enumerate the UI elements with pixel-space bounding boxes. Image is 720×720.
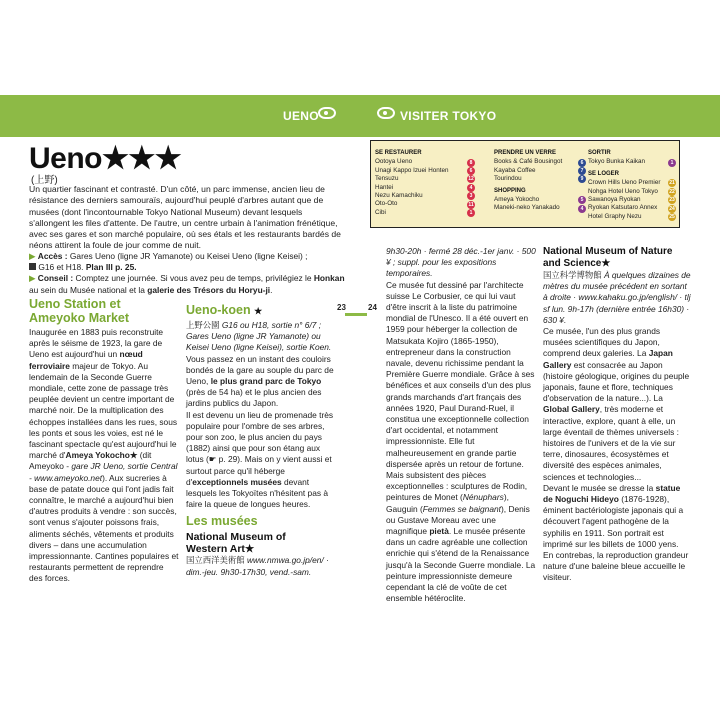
page-title: Ueno★★★: [29, 142, 182, 175]
box-item-name: Ameya Yokocho: [494, 196, 540, 204]
box-list-item: [494, 158, 586, 166]
col4-text: 国立科学博物館 À quelques dizaines de mètres du musée précédent en sortant à droite · www.kahaku.go.jp/english/ · tlj sf lun. 9h-17h (dernière entrée 16h30) · 630 ¥. Ce musée, l'un des plus grands musées scientifiques du Japon, comprend deux galeries. La Japan Gallery est consacrée au Japon (histoire géologique, origines du peuple japonais, faune et flore, techniques d'observation de la nature...). La Global Gallery, très moderne et interactive, explore, quant à elle, un large éventail de thèmes universels : histoires de l'univers et de la vie sur terre, dinosaures, écosystèmes et diversité des espèces animales, sciences et technologies... Devant le musée se dresse la statue de Noguchi Hideyo (1876-1928), éminent bactériologiste japonais qui a découvert l'agent pathogène de la syphilis en 1911. Son portrait est imprimé sur les billets de 1000 yens. En contrebas, la reproduction grandeur nature d'une baleine bleue accueille le visiteur.: [543, 270, 691, 583]
col2-heading: Ueno-koen ★: [186, 303, 263, 317]
map-marker-number: 12: [468, 176, 474, 183]
page-number-left: 23: [337, 303, 346, 312]
box-list-item: [588, 158, 676, 166]
box-list-item: [375, 175, 475, 183]
box-item-name: Nohga Hotel Ueno Tokyo: [588, 187, 658, 195]
museums-heading: Les musées: [186, 514, 258, 529]
box-item-name: Crown Hills Ueno Premier: [588, 179, 661, 187]
eye-icon: [318, 107, 336, 119]
box-list-item: [588, 204, 676, 212]
map-marker-number: 4: [578, 205, 586, 213]
title-kanji: (上野): [31, 175, 58, 186]
box-item-name: Unagi Kappo Izuei Honten: [375, 166, 449, 174]
col3: 9h30-20h · fermé 28 déc.-1er janv. · 500 ¥ ; suppl. pour les expositions temporaires. Ce musée fut dessiné par l'architecte suisse Le Corbusier, ce qui lui vaut d'être inscrit à la liste du patrimoine mondial de l'Unesco. Il a été ouvert en 1959 pour héberger la collection de Matsukata Kojiro (1865-1950), entrepreneur dans la construction navale, devenu richissime pendant la Première Guerre mondiale. Grâce à ses bénéfices et aux conseils d'un des plus grands marchands d'art français des années 1920, Paul Durand-Ruel, il constitua une exceptionnelle collection d'art occidental, et notamment impressionniste. Elle fut malheureusement en grande partie dispersée après un retour de fortune. Mais subsistent des pièces exceptionnelles : sculptures de Rodin, peintures de Monet (Nénuphars), Gauguin (Femmes se baignant), Denis ou Gustave Moreau avec une magnifique pietà. Le musée présente dans un cadre agréable une collection enrichie qui s'étend de la Renaissance jusqu'à la Seconde Guerre mondiale. La peinture impressionniste demeure cependant la clé de voûte de cet ensemble hétéroclite.: [386, 246, 536, 604]
map-marker-number: 6: [467, 167, 475, 175]
museum-info: 国立西洋美術館 www.nmwa.go.jp/en/ · dim.-jeu. 9h30-17h30, vend.-sam.: [186, 555, 329, 577]
box-item-name: Ryokan Katsutaro Annex: [588, 204, 658, 212]
box-list-item: [588, 213, 676, 221]
book-label: VISITER TOKYO: [400, 109, 497, 123]
header-band: [0, 95, 720, 137]
col2: [186, 303, 336, 578]
box-list-item: [375, 167, 475, 175]
page-divider: [345, 313, 367, 316]
box-item-name: Oto-Oto: [375, 200, 398, 208]
map-marker-number: 4: [467, 184, 475, 192]
col1-text: Inaugurée en 1883 puis reconstruite après le séisme de 1923, la gare de Ueno est aujourd'hui un nœud ferroviaire majeur de Tokyo. Au lendemain de la Seconde Guerre mondiale, cette zone de passage très peuplée devient un centre important de marché noir. De la multiplication des échoppes installées dans les rues, sous les ponts et sous les voies, est né le fascinant spectacle qu'est aujourd'hui le marché d'Ameya Yokocho★ (dit Ameyoko - gare JR Ueno, sortie Central - www.ameyoko.net). Aux sucreries à base de patate douce qui l'ont jadis fait connaître, le marché a aujourd'hui bien d'autres produits à vendre : son succès, sont venus s'ajouter poissons frais, aliments séchés, vêtements et produits divers – dans une accumulation impressionnante. Cantines populaires et restaurants permettent de reprendre des forces.: [29, 327, 179, 584]
map-marker-number: 6: [578, 159, 586, 167]
box-col-restaurants: SE RESTAURER Ootoya Ueno 8 Unagi Kappo Izuei Honten 6 Tensuzu 12 Hantei 4 Nezu Kamachiku 3 Oto-Oto 11 Cibi 1: [375, 150, 474, 217]
box-item-name: Tokyo Bunka Kaikan: [588, 158, 646, 166]
map-marker-number: 25: [669, 214, 675, 221]
box-item-name: Hotel Graphy Nezu: [588, 212, 642, 220]
map-marker-number: 5: [578, 196, 586, 204]
box-item-name: Ootoya Ueno: [375, 158, 413, 166]
box-item-name: Sawanoya Ryokan: [588, 196, 641, 204]
map-marker-number: 3: [467, 192, 475, 200]
map-marker-number: 21: [669, 180, 675, 187]
map-marker-number: 23: [669, 197, 675, 204]
box-item-name: Hantei: [375, 183, 394, 191]
box-col-drinks: PRENDRE UN VERRE Books & Café Bousingot 6 Kayaba Coffee 7 Tourindou 9 SHOPPING Ameya Yokocho 5 Maneki-neko Yanakado 4: [494, 149, 586, 213]
map-marker-number: 9: [578, 175, 586, 183]
map-marker-number: 8: [467, 159, 475, 167]
access-info: ▶ Accès : Gares Ueno (ligne JR Yamanote) ou Keisei Ueno (ligne Keisei) ; G16 et H18. Plan III p. 25. ▶ Conseil : Comptez une journée. Si vous avez peu de temps, privilégiez le Honkan au sein du Musée national et la galerie des Trésors du Horyu-ji.: [29, 251, 345, 295]
box-list-item: [588, 188, 676, 196]
col1: [29, 297, 179, 585]
map-marker-number: 24: [669, 205, 675, 212]
box-item-name: Maneki-neko Yanakado: [494, 204, 560, 212]
box-list-item: [375, 158, 475, 166]
map-marker-number: 1: [467, 209, 475, 217]
col4-heading: National Museum of Nature and Science★: [543, 246, 673, 269]
box-col-sortir: SORTIR Tokyo Bunka Kaikan 1 SE LOGER Crown Hills Ueno Premier 21 Nohga Hotel Ueno Tokyo 22 Sawanoya Ryokan 23 Ryokan Katsutaro Annex 24 Hotel Graphy Nezu 25: [588, 150, 675, 221]
box-list-item: [494, 175, 586, 183]
box-list-item: [588, 196, 676, 204]
map-marker-number: 22: [669, 188, 675, 195]
map-marker-number: 11: [468, 201, 474, 208]
box-list-item: [375, 200, 475, 208]
box-item-name: Nezu Kamachiku: [375, 192, 423, 200]
box-item-name: Tourindou: [494, 175, 522, 183]
page-number-right: 24: [368, 303, 377, 312]
address-box: [370, 140, 680, 228]
box-list-item: [375, 209, 475, 217]
map-marker-number: 1: [668, 159, 676, 167]
box-item-name: Cibi: [375, 208, 386, 216]
eye-icon: [377, 107, 395, 119]
col2-text: 上野公園 G16 ou H18, sortie n° 6/7 ; Gares Ueno (ligne JR Yamanote) ou Keisei Ueno (ligne Keisei), sortie Koen. Vous passez en un instant des couloirs bondés de la gare au souple du parc de Ueno, le plus grand parc de Tokyo (près de 54 ha) et le plus ancien des jardins publics du Japon. Il est devenu un lieu de promenade très populaire pour l'ombre de ses arbres, pour son zoo, le plus ancien du pays (1882) ainsi que pour son étang aux lotus (☛ p. 29). Mais on y vient aussi et surtout parce qu'il héberge d'exceptionnels musées devant lesquels les Tokyoïtes n'hésitent pas à faire la queue de longues heures.: [186, 320, 334, 510]
museum-title: National Museum of Western Art★: [186, 531, 286, 556]
box-list-item: [588, 179, 676, 187]
box-list-item: [494, 167, 586, 175]
box-list-item: [375, 192, 475, 200]
box-item-name: Kayaba Coffee: [494, 166, 536, 174]
intro-paragraph: Un quartier fascinant et contrasté. D'un côté, un parc immense, ancien lieu de résistance des derniers samouraïs, aujourd'hui peuplé d'arbres autant que de musées (dont l'incontournable Tokyo National Museum) devant lesquels s'allongent les files d'attente. De l'autre, un centre urbain à l'animation frénétique, avec ses gares et son marché populaire, où ses étals et les restaurants bardés de néons attirent la foule de jour comme de nuit.: [29, 184, 341, 251]
box-list-item: [375, 184, 475, 192]
box-item-name: Tensuzu: [375, 175, 399, 183]
box-list-item: [494, 196, 586, 204]
section-label: UENO: [283, 109, 319, 123]
map-marker-number: 7: [578, 167, 586, 175]
col1-heading: Ueno Station et Ameyoko Market: [29, 297, 130, 325]
box-item-name: Books & Café Bousingot: [494, 158, 563, 166]
box-list-item: [494, 204, 586, 212]
col4: [543, 246, 691, 584]
